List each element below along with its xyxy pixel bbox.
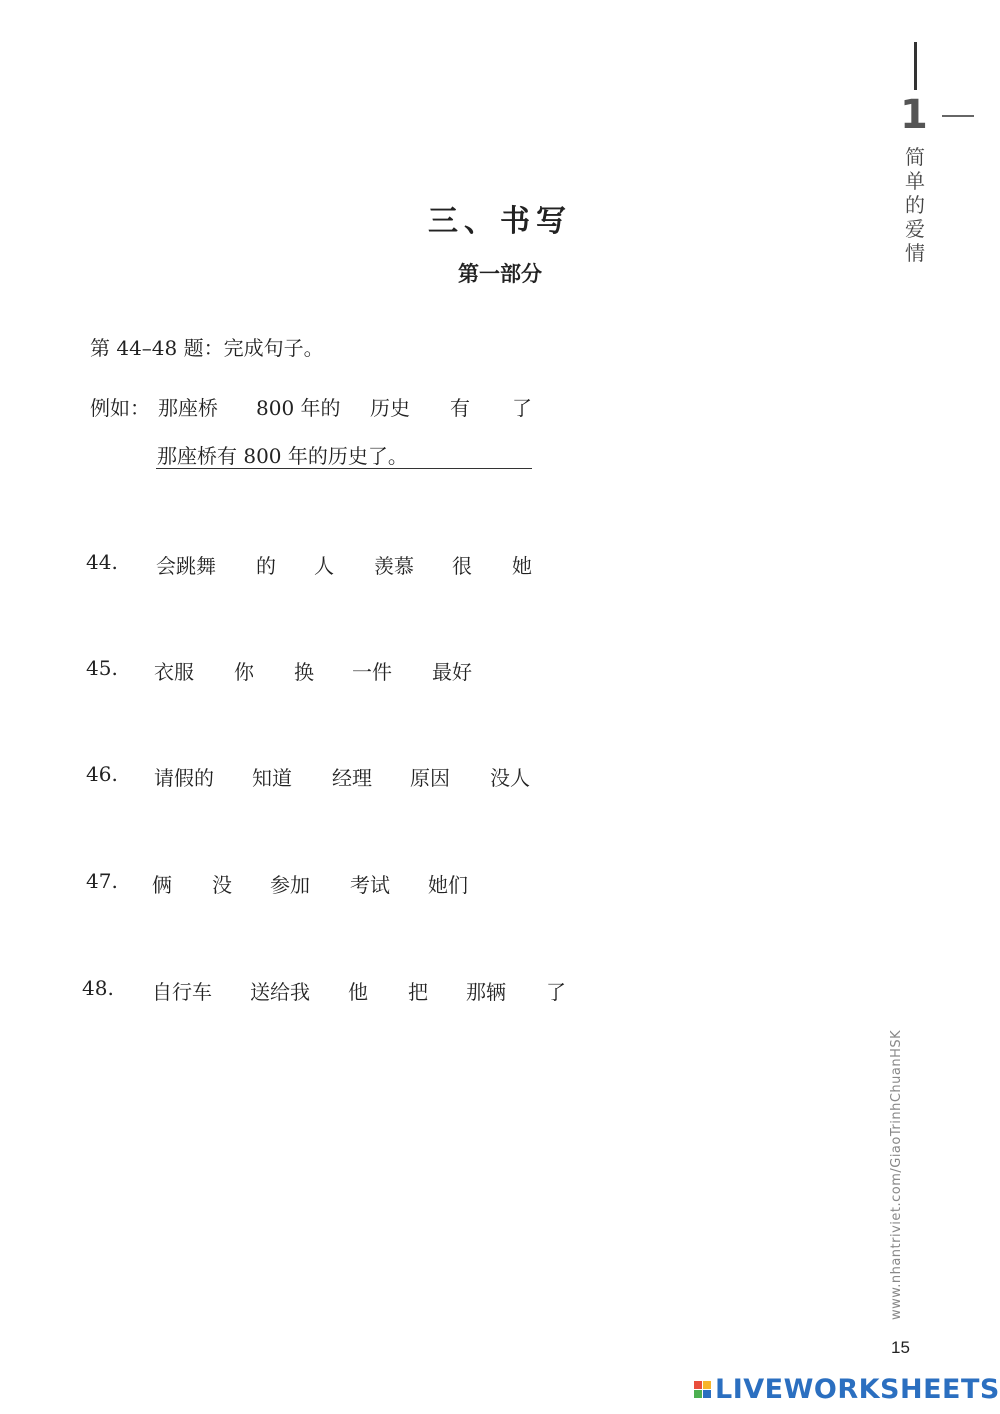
word-tile[interactable]: 考试 — [350, 873, 390, 897]
example-word: 那座桥 — [158, 396, 218, 420]
example-word: 了 — [512, 396, 532, 420]
chapter-title: 简 单 的 爱 情 — [905, 145, 925, 265]
word-tile[interactable]: 经理 — [332, 766, 372, 790]
word-tile[interactable]: 她们 — [428, 873, 468, 897]
word-tile[interactable]: 没人 — [490, 766, 530, 790]
liveworksheets-icon — [694, 1381, 711, 1398]
chapter-divider-line — [914, 42, 917, 90]
word-tile[interactable]: 她 — [512, 554, 532, 578]
example-answer: 那座桥有 800 年的历史了。 — [157, 444, 408, 468]
question-number: 44. — [86, 550, 118, 574]
example-word: 800 年的 — [256, 396, 341, 420]
word-tile[interactable]: 他 — [348, 980, 368, 1004]
part-title: 第一部分 — [458, 261, 542, 286]
word-tile[interactable]: 人 — [314, 554, 334, 578]
word-tile[interactable]: 没 — [212, 873, 232, 897]
question-number: 48. — [82, 976, 114, 1000]
word-tile[interactable]: 你 — [234, 660, 254, 684]
logo-square — [703, 1390, 711, 1398]
word-tile[interactable]: 送给我 — [250, 980, 310, 1004]
instruction-text: 第 44–48 题：完成句子。 — [90, 336, 324, 360]
logo-square — [694, 1390, 702, 1398]
word-tile[interactable]: 自行车 — [152, 980, 212, 1004]
question-number: 45. — [86, 656, 118, 680]
word-tile[interactable]: 换 — [294, 660, 314, 684]
word-tile[interactable]: 羡慕 — [374, 554, 414, 578]
word-tile[interactable]: 原因 — [410, 766, 450, 790]
word-tile[interactable]: 一件 — [352, 660, 392, 684]
logo-square — [694, 1381, 702, 1389]
word-tile[interactable]: 知道 — [252, 766, 292, 790]
example-word: 历史 — [370, 396, 410, 420]
word-tile[interactable]: 了 — [546, 980, 566, 1004]
word-tile[interactable]: 请假的 — [154, 766, 214, 790]
page-number: 15 — [891, 1338, 910, 1357]
word-tile[interactable]: 的 — [256, 554, 276, 578]
word-tile[interactable]: 很 — [452, 554, 472, 578]
word-tile[interactable]: 俩 — [152, 873, 172, 897]
word-tile[interactable]: 衣服 — [154, 660, 194, 684]
example-word: 有 — [450, 396, 470, 420]
logo-square — [703, 1381, 711, 1389]
chapter-divider-bar — [942, 115, 974, 117]
liveworksheets-logo[interactable] — [694, 1372, 1000, 1406]
chapter-number: 1 — [900, 92, 928, 138]
word-tile[interactable]: 那辆 — [466, 980, 506, 1004]
word-tile[interactable]: 参加 — [270, 873, 310, 897]
word-tile[interactable]: 会跳舞 — [156, 554, 216, 578]
example-label: 例如： — [90, 396, 150, 420]
word-tile[interactable]: 最好 — [432, 660, 472, 684]
example-answer-line — [156, 468, 532, 469]
word-tile[interactable]: 把 — [408, 980, 428, 1004]
watermark-url: www.nhantriviet.com/GiaoTrinhChuanHSK — [889, 1029, 904, 1320]
section-title: 三、书写 — [428, 204, 572, 239]
question-number: 47. — [86, 869, 118, 893]
liveworksheets-text: LIVEWORKSHEETS — [715, 1373, 1000, 1405]
question-number: 46. — [86, 762, 118, 786]
